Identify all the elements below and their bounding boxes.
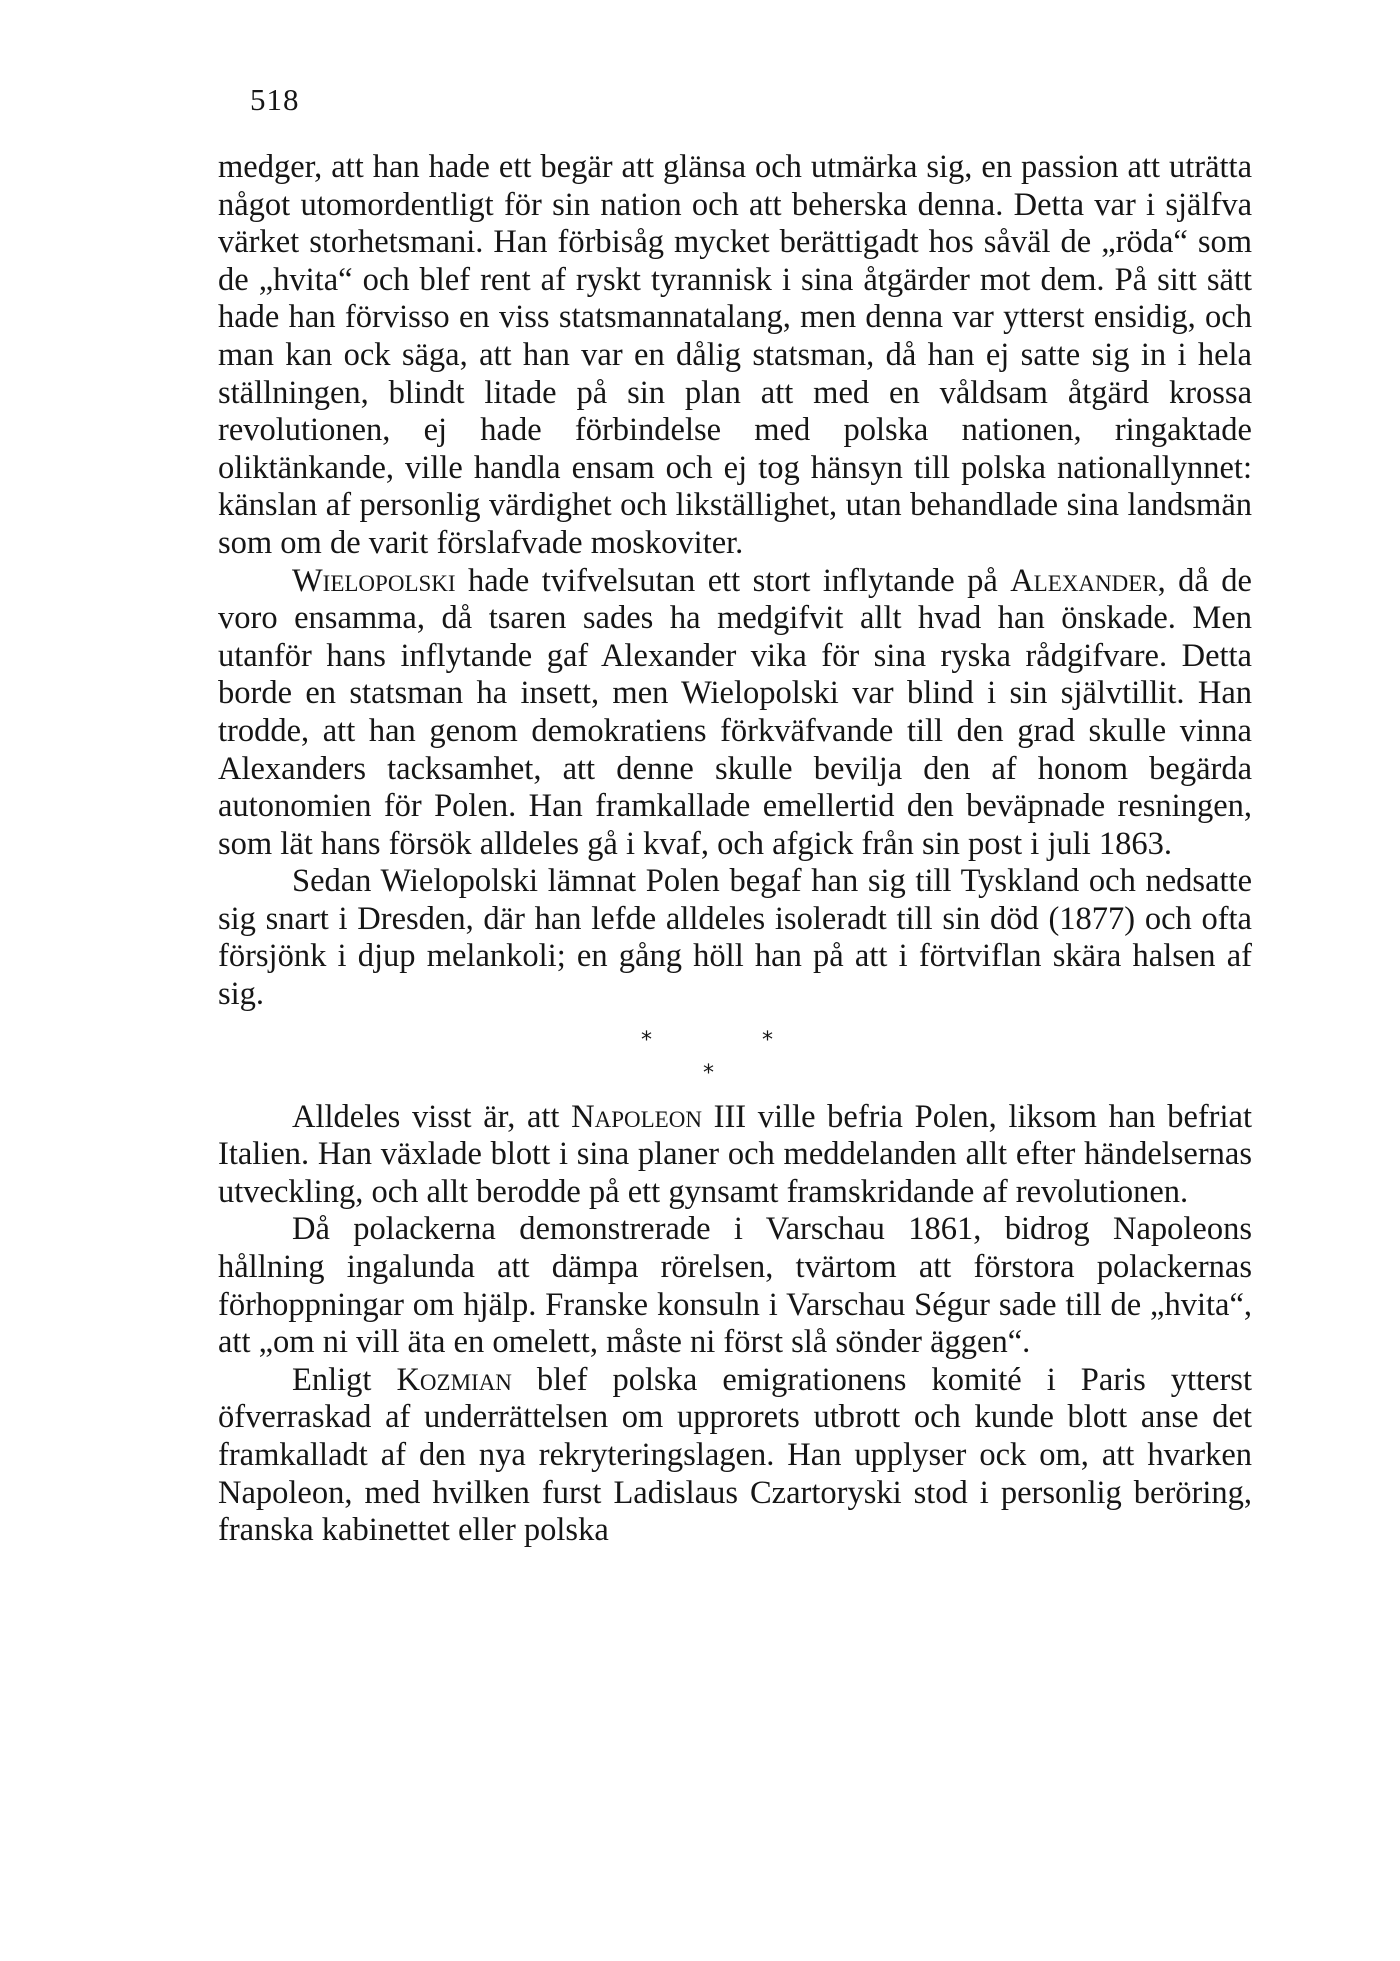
name-wielopolski: Wielopolski: [292, 562, 456, 599]
paragraph-4-text-b: III ville befria Polen, liksom han befriat Italien. Han växlade blott i sina planer och meddelanden allt efter händelsernas utveckling, och allt berodde på ett gynsamt framskridande af revolutionen.: [218, 1098, 1252, 1210]
paragraph-6: [218, 1362, 1252, 1550]
paragraph-2: [218, 563, 1252, 864]
paragraph-6-text-b: blef polska emigrationens komité i Paris ytterst öfverraskad af underrättelsen om upprorets utbrott och kunde blott anse det framkalladt af den nya rekryteringslagen. Han upplyser ock om, att hvarken Napoleon, med hvilken furst Ladislaus Czartoryski stod i personlig beröring, franska kabinettet eller polska: [218, 1361, 1252, 1549]
paragraph-3: Sedan Wielopolski lämnat Polen begaf han sig till Tyskland och nedsatte sig snart i Dresden, där han lefde alldeles isoleradt till sin död (1877) och ofta försjönk i djup melankoli; en gång höll han på att i förtviflan skära halsen af sig.: [218, 863, 1252, 1013]
paragraph-2-text-b: , då de voro ensamma, då tsaren sades ha medgifvit allt hvad han önskade. Men utanför hans inflytande gaf Alexander vika för sina ryska rådgifvare. Detta borde en statsman ha insett, men Wielopolski var blind i sin självtillit. Han trodde, att han genom demokratiens förkväfvande till den grad skulle vinna Alexanders tacksamhet, att denne skulle bevilja den af honom begärda autonomien för Polen. Han framkallade emellertid den beväpnade resningen, som lät hans försök alldeles gå i kvaf, och afgick från sin post i juli 1863.: [218, 562, 1252, 862]
name-alexander: Alexander: [1010, 562, 1158, 599]
page-number: 518: [250, 82, 300, 117]
asterisk-divider-mark: *: [703, 1060, 714, 1086]
asterisk-divider-mark: *: [762, 1027, 773, 1053]
section-divider: [218, 1022, 1252, 1094]
name-napoleon: Napoleon: [571, 1098, 702, 1135]
asterisk-divider-mark: *: [641, 1027, 652, 1053]
name-kozmian: Kozmian: [396, 1361, 512, 1398]
paragraph-4: [218, 1099, 1252, 1212]
paragraph-5: Då polackerna demonstrerade i Varschau 1861, bidrog Napoleons hållning ingalunda att dämpa rörelsen, tvärtom att förstora polackernas förhoppningar om hjälp. Franske konsuln i Varschau Ségur sade till de „hvita“, att „om ni vill äta en omelett, måste ni först slå sönder äggen“.: [218, 1211, 1252, 1361]
paragraph-1: medger, att han hade ett begär att glänsa och utmärka sig, en passion att uträtta något utomordentligt för sin nation och att beherska denna. Detta var i själfva värket storhetsmani. Han förbisåg mycket berättigadt hos såväl de „röda“ som de „hvita“ och blef rent af ryskt tyrannisk i sina åtgärder mot dem. På sitt sätt hade han förvisso en viss statsmannatalang, men denna var ytterst ensidig, och man kan ock säga, att han var en dålig statsman, då han ej satte sig in i hela ställningen, blindt litade på sin plan att med en våldsam åtgärd krossa revolutionen, ej hade förbindelse med polska nationen, ringaktade oliktänkande, ville handla ensam och ej tog hänsyn till polska nationallynnet: känslan af personlig värdighet och likställighet, utan behandlade sina landsmän som om de varit förslafvade moskoviter.: [218, 149, 1252, 561]
body-text: [218, 149, 1252, 1550]
paragraph-4-text-a: Alldeles visst är, att: [292, 1098, 572, 1135]
paragraph-6-text-a: Enligt: [292, 1361, 397, 1398]
paragraph-2-text-a: hade tvifvelsutan ett stort inflytande på: [455, 562, 1011, 599]
